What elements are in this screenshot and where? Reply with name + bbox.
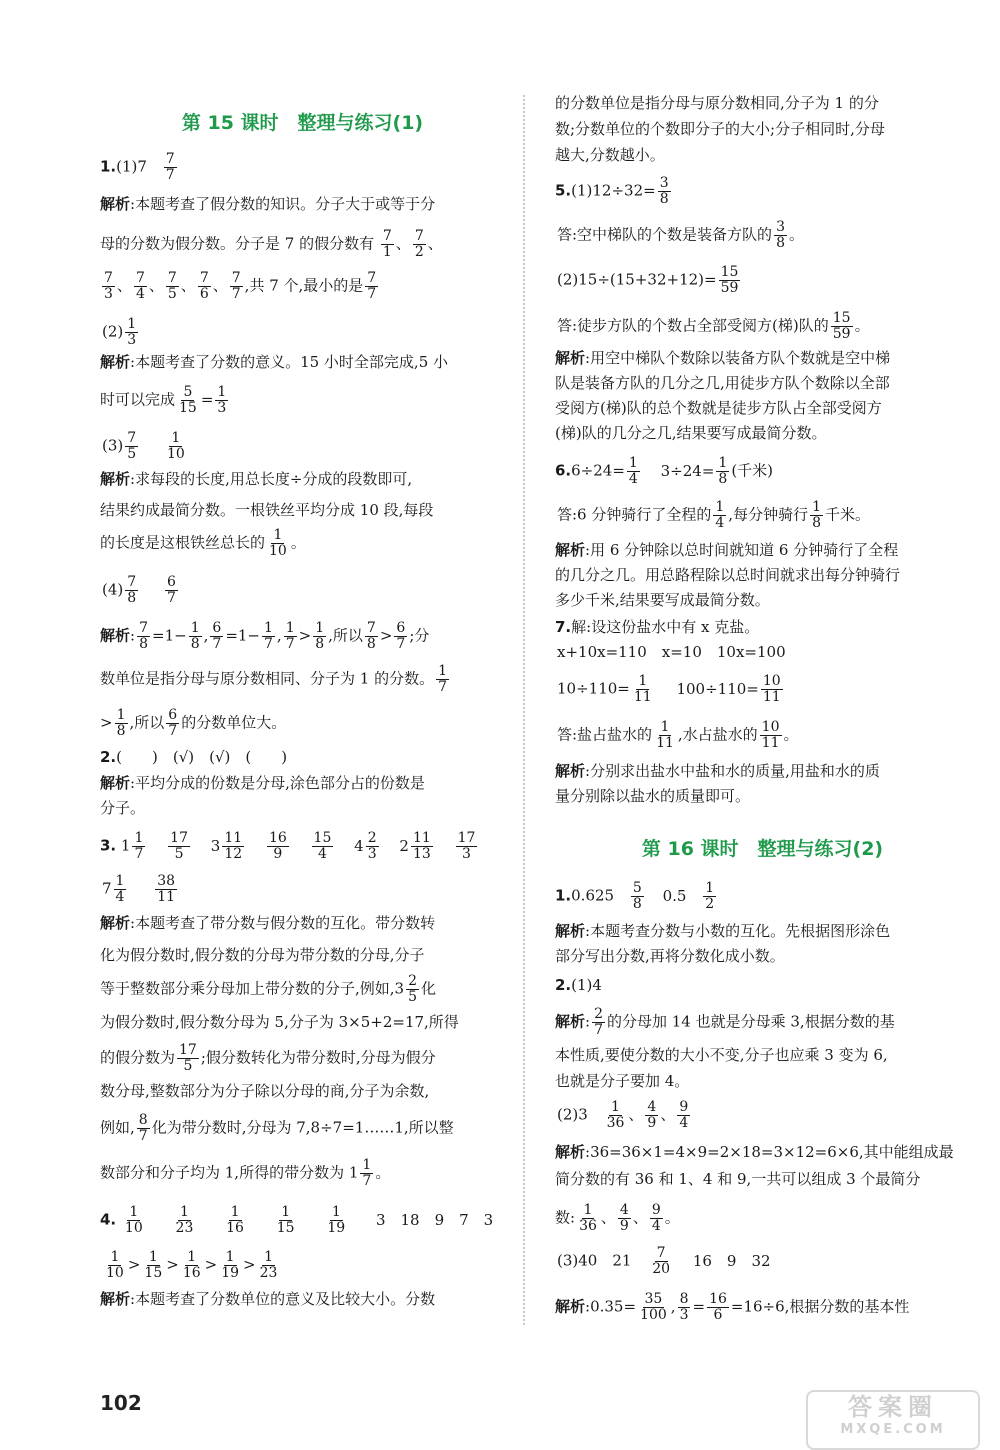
analysis-5-line2: 分子。	[100, 799, 146, 817]
lesson-16-title: 第 16 课时 整理与练习(2)	[641, 838, 884, 860]
fraction: $\frac{7}{4}$	[135, 270, 145, 302]
fraction: $\frac{7}{7}$	[367, 270, 377, 302]
fraction: $\frac{1}{36}$	[579, 1202, 597, 1234]
lesson-15-title: 第 15 课时 整理与练习(1)	[181, 112, 424, 134]
fraction: $\frac{1}{7}$	[438, 663, 448, 695]
fraction: $\frac{7}{8}$	[139, 620, 148, 652]
fraction: $\frac{15}{4}$	[313, 830, 332, 862]
fraction: $\frac{1}{4}$	[628, 455, 638, 487]
q5-part2: (2)15÷(15+32+12)= $\frac{15}{59}$	[557, 264, 739, 296]
q5-part1: 5.(1)12÷32= $\frac{3}{8}$	[555, 175, 669, 207]
fraction: $\frac{1}{8}$	[315, 620, 325, 652]
fraction: $\frac{3}{8}$	[659, 175, 669, 207]
fraction: $\frac{6}{7}$	[212, 620, 222, 652]
analysis-4-line1: 解析: $\frac{7}{8}$ =1− $\frac{1}{8}$ , $\frac{6}{7}$ =1− $\frac{1}{7}$ , $\frac{1}{7}$ > $\frac{1}{8}$ ,所以 $\frac{7}{8}$ > $\frac{6}{7}$ ;分	[100, 620, 430, 652]
fraction: $\frac{2}{5}$	[408, 973, 418, 1005]
fraction: $\frac{1}{16}$	[226, 1204, 244, 1236]
analysis-10-line2: 量分别除以盐水的质量即可。	[555, 787, 751, 805]
analysis-6-line2: 化为假分数时,假分数的分母为带分数的分母,分子	[100, 946, 425, 964]
analysis-13-line3: 数: $\frac{1}{36}$ 、 $\frac{4}{9}$ 、 $\frac{9}{4}$ 。	[555, 1202, 680, 1234]
fraction: $\frac{16}{9}$	[268, 830, 287, 862]
fraction: $\frac{6}{7}$	[166, 574, 176, 606]
analysis-1-line2: 母的分数为假分数。分子是 7 的假分数有 $\frac{7}{1}$ 、 $\frac{7}{2}$ 、	[100, 228, 443, 260]
fraction: $\frac{17}{3}$	[457, 830, 476, 862]
fraction: $\frac{1}{19}$	[327, 1204, 346, 1236]
analysis-2-line2: 时可以完成 $\frac{5}{15}$ = $\frac{1}{3}$	[100, 384, 227, 416]
q7-setup: 7.解:设这份盐水中有 x 克盐。	[555, 618, 760, 636]
analysis-2-line1: 解析:本题考查了分数的意义。15 小时全部完成,5 小	[100, 353, 449, 371]
q1-part2: (2) $\frac{1}{3}$	[102, 316, 137, 348]
analysis-3-line2: 结果约成最简分数。一根铁丝平均分成 10 段,每段	[100, 501, 434, 519]
analysis-1-line1: 解析:本题考查了假分数的知识。分子大于或等于分	[100, 195, 436, 213]
column-divider	[523, 95, 525, 1325]
continuation-line1: 的分数单位是指分母与原分数相同,分子为 1 的分	[555, 94, 879, 112]
fraction: $\frac{11}{13}$	[412, 830, 431, 862]
analysis-9-line3: 多少千米,结果要写成最简分数。	[555, 591, 770, 609]
fraction: $\frac{1}{23}$	[259, 1249, 278, 1281]
fraction: $\frac{1}{8}$	[116, 707, 126, 739]
analysis-6-line6: 数分母,整数部分为分子除以分母的商,分子为余数,	[100, 1082, 430, 1100]
analysis-12-line1: 解析: $\frac{2}{7}$ 的分母加 14 也就是分母乘 3,根据分数的基	[555, 1006, 895, 1038]
watermark-line2: MXQE.COM	[840, 1422, 946, 1437]
fraction: $\frac{6}{7}$	[168, 707, 178, 739]
fraction: $\frac{5}{8}$	[632, 880, 642, 912]
fraction: $\frac{1}{7}$	[285, 620, 295, 652]
analysis-12-line3: 也就是分子要加 4。	[555, 1072, 690, 1090]
q3-answer-line2: 7 $\frac{1}{4}$ $\frac{38}{11}$	[102, 873, 176, 905]
fraction: $\frac{1}{10}$	[106, 1249, 124, 1281]
fraction: $\frac{17}{5}$	[179, 1042, 197, 1074]
analysis-6-line4: 为假分数时,假分数分母为 5,分子为 3×5+2=17,所得	[100, 1013, 459, 1031]
fraction: $\frac{1}{10}$	[269, 527, 287, 559]
analysis-7-line1: 解析:本题考查了分数单位的意义及比较大小。分数	[100, 1290, 436, 1308]
fraction: $\frac{4}{9}$	[647, 1099, 657, 1131]
analysis-4-line2: 数单位是指分母与原分数相同、分子为 1 的分数。 $\frac{1}{7}$	[100, 663, 448, 695]
q1-part4: (4) $\frac{7}{8}$ $\frac{6}{7}$	[102, 574, 176, 606]
fraction: $\frac{1}{19}$	[221, 1249, 240, 1281]
fraction: $\frac{1}{7}$	[134, 830, 144, 862]
analysis-6-line3: 等于整数部分乘分母加上带分数的分子,例如,3 $\frac{2}{5}$ 化	[100, 973, 437, 1005]
fraction: $\frac{2}{7}$	[594, 1006, 603, 1038]
p1-answer: 1.0.625 $\frac{5}{8}$ 0.5 $\frac{1}{2}$	[555, 880, 715, 912]
analysis-8-line1: 解析:用空中梯队个数除以装备方队个数就是空中梯	[555, 349, 891, 367]
fraction: $\frac{1}{15}$	[276, 1204, 295, 1236]
fraction: $\frac{10}{11}$	[761, 719, 780, 751]
fraction: $\frac{6}{7}$	[396, 620, 406, 652]
analysis-1-line3: $\frac{7}{3}$ 、 $\frac{7}{4}$ 、 $\frac{7}{5}$ 、 $\frac{7}{6}$ 、 $\frac{7}{7}$ ,共 7 个,最小的是 $\frac{7}{7}$	[104, 270, 377, 302]
watermark-logo	[806, 1390, 980, 1450]
fraction: $\frac{1}{11}$	[633, 673, 652, 705]
continuation-line2: 数;分数单位的个数即分子的大小;分子相同时,分母	[555, 120, 885, 138]
fraction: $\frac{1}{4}$	[715, 499, 725, 531]
fraction: $\frac{7}{6}$	[199, 270, 209, 302]
fraction: $\frac{5}{15}$	[179, 384, 197, 416]
q7-response: 答:盐占盐水的 $\frac{1}{11}$ ,水占盐水的 $\frac{10}{11}$ 。	[557, 719, 799, 751]
fraction: $\frac{1}{8}$	[190, 620, 200, 652]
q4-compare: $\frac{1}{10}$ > $\frac{1}{15}$ > $\frac{1}{16}$ > $\frac{1}{19}$ > $\frac{1}{23}$	[106, 1249, 278, 1281]
fraction: $\frac{35}{100}$	[640, 1291, 667, 1323]
fraction: $\frac{11}{12}$	[224, 830, 243, 862]
fraction: $\frac{7}{5}$	[127, 430, 137, 462]
fraction: $\frac{7}{2}$	[414, 228, 424, 260]
analysis-12-line2: 本性质,要使分数的大小不变,分子也应乘 3 变为 6,	[555, 1046, 888, 1064]
analysis-3-line3: 的长度是这根铁丝总长的 $\frac{1}{10}$ 。	[100, 527, 306, 559]
fraction: $\frac{1}{11}$	[656, 719, 674, 751]
fraction: $\frac{15}{59}$	[832, 310, 851, 342]
fraction: $\frac{10}{11}$	[762, 673, 781, 705]
fraction: $\frac{9}{4}$	[679, 1099, 689, 1131]
fraction: $\frac{1}{3}$	[127, 316, 137, 348]
fraction: $\frac{7}{7}$	[231, 270, 241, 302]
analysis-6-line7: 例如, $\frac{8}{7}$ 化为带分数时,分母为 7,8÷7=1……1,所以整	[100, 1112, 454, 1144]
analysis-4-line3: > $\frac{1}{8}$ ,所以 $\frac{6}{7}$ 的分数单位大。	[100, 707, 287, 739]
analysis-11-line2: 部分写出分数,再将分数化成小数。	[555, 947, 785, 965]
q7-equation: x+10x=110 x=10 10x=100	[557, 643, 786, 661]
fraction: $\frac{4}{9}$	[619, 1202, 629, 1234]
q6-answer: 6.6÷24= $\frac{1}{4}$ 3÷24= $\frac{1}{8}$ (千米)	[555, 455, 774, 487]
analysis-6-line1: 解析:本题考查了带分数与假分数的互化。带分数转	[100, 914, 436, 932]
analysis-6-line5: 的假分数为 $\frac{17}{5}$ ;假分数转化为带分数时,分母为假分	[100, 1042, 436, 1074]
fraction: $\frac{8}{3}$	[679, 1291, 689, 1323]
q5-answer1: 答:空中梯队的个数是装备方队的 $\frac{3}{8}$ 。	[557, 219, 804, 251]
analysis-8-line3: 受阅方(梯)队的总个数就是徒步方队占全部受阅方	[555, 399, 882, 417]
analysis-10-line1: 解析:分别求出盐水中盐和水的质量,用盐和水的质	[555, 762, 880, 780]
analysis-8-line2: 队是装备方队的几分之几,用徒步方队个数除以全部	[555, 374, 890, 392]
fraction: $\frac{7}{20}$	[652, 1245, 671, 1277]
watermark-line1: 答案圈	[848, 1393, 938, 1421]
fraction: $\frac{1}{36}$	[606, 1099, 625, 1131]
fraction: $\frac{1}{10}$	[124, 1204, 143, 1236]
fraction: $\frac{1}{7}$	[264, 620, 273, 652]
fraction: $\frac{9}{4}$	[651, 1202, 661, 1234]
continuation-line3: 越大,分数越小。	[555, 146, 665, 164]
fraction: $\frac{1}{3}$	[217, 384, 227, 416]
p2-part2: (2)3 $\frac{1}{36}$ 、 $\frac{4}{9}$ 、 $\frac{9}{4}$	[557, 1099, 689, 1131]
fraction: $\frac{1}{8}$	[718, 455, 728, 487]
q7-division: 10÷110= $\frac{1}{11}$ 100÷110= $\frac{10}{11}$	[557, 673, 781, 705]
analysis-11-line1: 解析:本题考查分数与小数的互化。先根据图形涂色	[555, 922, 891, 940]
fraction: $\frac{17}{5}$	[170, 830, 188, 862]
q5-answer2: 答:徒步方队的个数占全部受阅方(梯)队的 $\frac{15}{59}$ 。	[557, 310, 870, 342]
analysis-8-line4: (梯)队的几分之几,结果要写成最简分数。	[555, 424, 827, 442]
analysis-6-line8: 数部分和分子均为 1,所得的带分数为 1 $\frac{1}{7}$ 。	[100, 1157, 391, 1189]
analysis-9-line1: 解析:用 6 分钟除以总时间就知道 6 分钟骑行了全程	[555, 541, 899, 559]
q6-response: 答:6 分钟骑行了全程的 $\frac{1}{4}$ ,每分钟骑行 $\frac{1}{8}$ 千米。	[557, 499, 871, 531]
fraction: $\frac{38}{11}$	[157, 873, 176, 905]
fraction: $\frac{1}{15}$	[144, 1249, 163, 1281]
fraction: $\frac{7}{8}$	[366, 620, 376, 652]
fraction: $\frac{1}{7}$	[362, 1157, 372, 1189]
fraction: $\frac{3}{8}$	[776, 219, 785, 251]
analysis-14-line1: 解析:0.35= $\frac{35}{100}$ , $\frac{8}{3}$ = $\frac{16}{6}$ =16÷6,根据分数的基本性	[555, 1291, 910, 1323]
q1-answer: 1.(1)7 $\frac{7}{7}$	[100, 151, 175, 183]
page-number: 102	[100, 1391, 142, 1415]
q2-answer: 2.( ) (√) (√) ( )	[100, 748, 288, 766]
fraction: $\frac{1}{8}$	[812, 499, 821, 531]
analysis-3-line1: 解析:求每段的长度,用总长度÷分成的段数即可,	[100, 470, 413, 488]
fraction: $\frac{7}{8}$	[127, 574, 137, 606]
q4-answer: 4. $\frac{1}{10}$ $\frac{1}{23}$ $\frac{1}{16}$ $\frac{1}{15}$ $\frac{1}{19}$ 3 18 9 7 3	[100, 1204, 494, 1236]
fraction: $\frac{15}{59}$	[720, 264, 739, 296]
fraction: $\frac{7}{3}$	[104, 270, 113, 302]
fraction: $\frac{7}{1}$	[382, 228, 392, 260]
analysis-9-line2: 的几分之几。用总路程除以总时间就求出每分钟骑行	[555, 566, 901, 584]
fraction: $\frac{2}{3}$	[367, 830, 377, 862]
p2-answer: 2.(1)4	[555, 976, 602, 994]
analysis-5-line1: 解析:平均分成的份数是分母,涂色部分占的份数是	[100, 774, 425, 792]
p2-part3: (3)40 21 $\frac{7}{20}$ 16 9 32	[557, 1245, 771, 1277]
q3-answer: 3. 1 $\frac{1}{7}$ $\frac{17}{5}$ 3 $\frac{11}{12}$ $\frac{16}{9}$ $\frac{15}{4}$ 4 $\frac{2}{3}$ 2 $\frac{11}{13}$ $\frac{17}{3}$	[100, 830, 476, 862]
fraction: $\frac{7}{7}$	[165, 151, 175, 183]
fraction: $\frac{16}{6}$	[709, 1291, 727, 1323]
fraction: $\frac{1}{2}$	[705, 880, 715, 912]
q1-part3: (3) $\frac{7}{5}$ $\frac{1}{10}$	[102, 430, 185, 462]
analysis-13-line1: 解析:36=36×1=4×9=2×18=3×12=6×6,其中能组成最	[555, 1143, 954, 1161]
fraction: $\frac{1}{10}$	[166, 430, 185, 462]
fraction: $\frac{7}{5}$	[167, 270, 177, 302]
fraction: $\frac{1}{16}$	[182, 1249, 201, 1281]
analysis-13-line2: 简分数的有 36 和 1、4 和 9,一共可以组成 3 个最简分	[555, 1170, 921, 1188]
fraction: $\frac{8}{7}$	[138, 1112, 148, 1144]
fraction: $\frac{1}{4}$	[115, 873, 125, 905]
fraction: $\frac{1}{23}$	[175, 1204, 194, 1236]
